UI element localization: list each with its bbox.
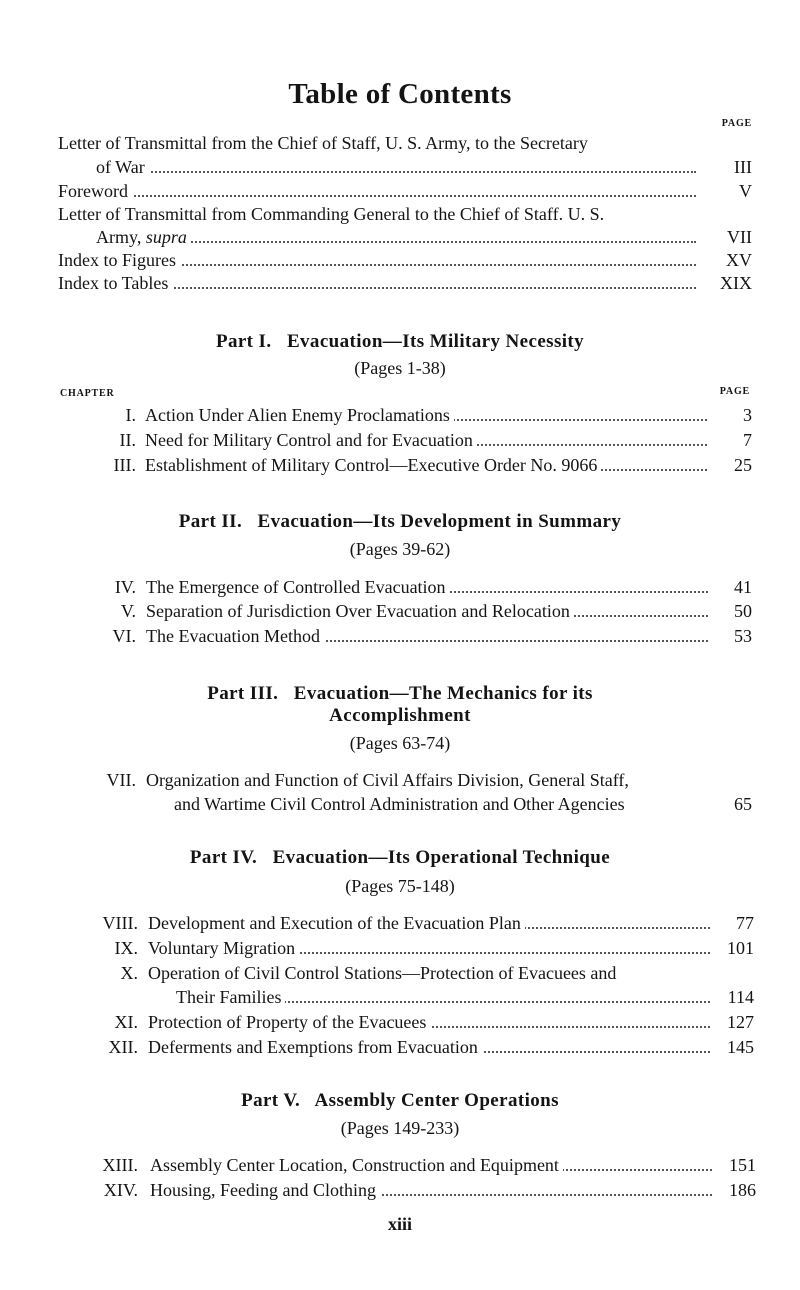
chapter-9-page: 101	[727, 938, 754, 958]
page-column-label-2: PAGE	[719, 386, 750, 397]
chapter-2-title: Need for Military Control and for Evacuation	[145, 430, 477, 450]
front-entry-3-line2: Army,	[96, 227, 146, 247]
chapter-8-number: VIII.	[102, 913, 138, 933]
part-5-heading: Part V. Assembly Center Operations	[241, 1090, 559, 1111]
chapter-1-leader	[145, 403, 707, 427]
chapter-1-number: I.	[125, 405, 136, 425]
front-entry-3-page: VII	[727, 227, 752, 247]
front-entry-5-page: XIX	[720, 273, 752, 293]
page-folio: xiii	[387, 1214, 412, 1234]
part-4-heading: Part IV. Evacuation—Its Operational Technique	[189, 847, 611, 868]
front-entry-2-leader	[58, 179, 696, 203]
part-1-heading: Part I. Evacuation—Its Military Necessity	[215, 331, 585, 352]
chapter-9-number: IX.	[114, 938, 138, 958]
part-3-heading: Part III. Evacuation—The Mechanics for its	[207, 683, 593, 704]
chapter-10-title-line2: Their Families	[176, 987, 285, 1007]
front-entry-3-supra: supra	[145, 227, 187, 247]
chapter-1-page: 3	[743, 405, 752, 425]
chapter-13-title: Assembly Center Location, Construction and Equipment	[150, 1155, 563, 1175]
chapter-3-title: Establishment of Military Control—Executive Order No. 9066	[145, 455, 601, 475]
chapter-2-leader	[145, 428, 707, 452]
chapter-10-page: 114	[727, 987, 754, 1007]
chapter-10-leader	[176, 985, 710, 1009]
part-5-pages: (Pages 149-233)	[340, 1118, 460, 1138]
chapter-14-page: 186	[729, 1180, 756, 1200]
front-entry-1-line1: Letter of Transmittal from the Chief of Staff, U. S. Army, to the Secretary	[58, 133, 588, 153]
front-entry-3-line1: Letter of Transmittal from Commanding General to the Chief of Staff. U. S.	[58, 204, 605, 224]
chapter-3-page: 25	[734, 455, 752, 475]
chapter-4-number: IV.	[114, 577, 136, 597]
chapter-8-title: Development and Execution of the Evacuation Plan	[148, 913, 525, 933]
chapter-5-page: 50	[734, 601, 752, 621]
chapter-11-title: Protection of Property of the Evacuees	[148, 1012, 430, 1032]
chapter-4-leader	[146, 575, 708, 599]
front-entry-3-leader	[96, 225, 696, 249]
front-entry-5-title: Index to Tables	[58, 273, 172, 293]
chapter-3-leader	[145, 453, 707, 477]
chapter-5-leader	[146, 599, 708, 623]
chapter-11-number: XI.	[114, 1012, 138, 1032]
page-title: Table of Contents	[288, 78, 512, 110]
chapter-11-page: 127	[727, 1012, 754, 1032]
part-2-heading: Part II. Evacuation—Its Development in Summary	[178, 511, 622, 532]
front-entry-2-page: V	[739, 181, 752, 201]
part-4-pages: (Pages 75-148)	[345, 876, 455, 896]
chapter-2-number: II.	[119, 430, 136, 450]
chapter-14-leader	[150, 1178, 712, 1202]
front-entry-4-leader	[58, 248, 696, 272]
part-2-pages: (Pages 39-62)	[349, 539, 451, 559]
front-entry-4-title: Index to Figures	[58, 250, 180, 270]
front-entry-1-line2: of War	[96, 157, 149, 177]
chapter-3-number: III.	[113, 455, 136, 475]
chapter-6-title: The Evacuation Method	[146, 626, 324, 646]
chapter-6-page: 53	[734, 626, 752, 646]
chapter-7-title-line2: and Wartime Civil Control Administration and Other Agencies	[174, 794, 625, 814]
chapter-11-leader	[148, 1010, 710, 1034]
chapter-13-leader	[150, 1153, 712, 1177]
chapter-13-page: 151	[729, 1155, 756, 1175]
chapter-10-number: X.	[120, 963, 138, 983]
chapter-9-leader	[148, 936, 710, 960]
chapter-6-number: VI.	[112, 626, 136, 646]
chapter-12-leader	[148, 1035, 710, 1059]
chapter-4-page: 41	[734, 577, 752, 597]
chapter-12-page: 145	[727, 1037, 754, 1057]
front-entry-5-leader	[58, 271, 696, 295]
chapter-7-number: VII.	[106, 770, 136, 790]
page-column-label: PAGE	[721, 118, 752, 129]
front-entry-2-title: Foreword	[58, 181, 132, 201]
chapter-9-title: Voluntary Migration	[148, 938, 299, 958]
part-3-heading-line2: Accomplishment	[329, 705, 471, 726]
chapter-8-leader	[148, 911, 710, 935]
chapter-12-number: XII.	[108, 1037, 138, 1057]
part-1-pages: (Pages 1-38)	[354, 358, 446, 378]
chapter-1-title: Action Under Alien Enemy Proclamations	[145, 405, 454, 425]
front-entry-4-page: XV	[726, 250, 752, 270]
chapter-2-page: 7	[743, 430, 752, 450]
chapter-4-title: The Emergence of Controlled Evacuation	[146, 577, 450, 597]
chapter-5-number: V.	[120, 601, 136, 621]
chapter-5-title: Separation of Jurisdiction Over Evacuation and Relocation	[146, 601, 574, 621]
chapter-7-page: 65	[734, 794, 752, 814]
chapter-10-title: Operation of Civil Control Stations—Protection of Evacuees and	[148, 963, 617, 983]
front-entry-1-page: III	[734, 157, 752, 177]
chapter-14-title: Housing, Feeding and Clothing	[150, 1180, 380, 1200]
chapter-14-number: XIV.	[103, 1180, 138, 1200]
front-entry-1-leader	[96, 155, 696, 179]
chapter-8-page: 77	[736, 913, 754, 933]
chapter-6-leader	[146, 624, 708, 648]
chapter-column-label: CHAPTER	[60, 388, 115, 399]
chapter-7-title: Organization and Function of Civil Affairs Division, General Staff,	[146, 770, 629, 790]
part-3-pages: (Pages 63-74)	[349, 733, 451, 753]
chapter-13-number: XIII.	[102, 1155, 138, 1175]
chapter-12-title: Deferments and Exemptions from Evacuation	[148, 1037, 482, 1057]
